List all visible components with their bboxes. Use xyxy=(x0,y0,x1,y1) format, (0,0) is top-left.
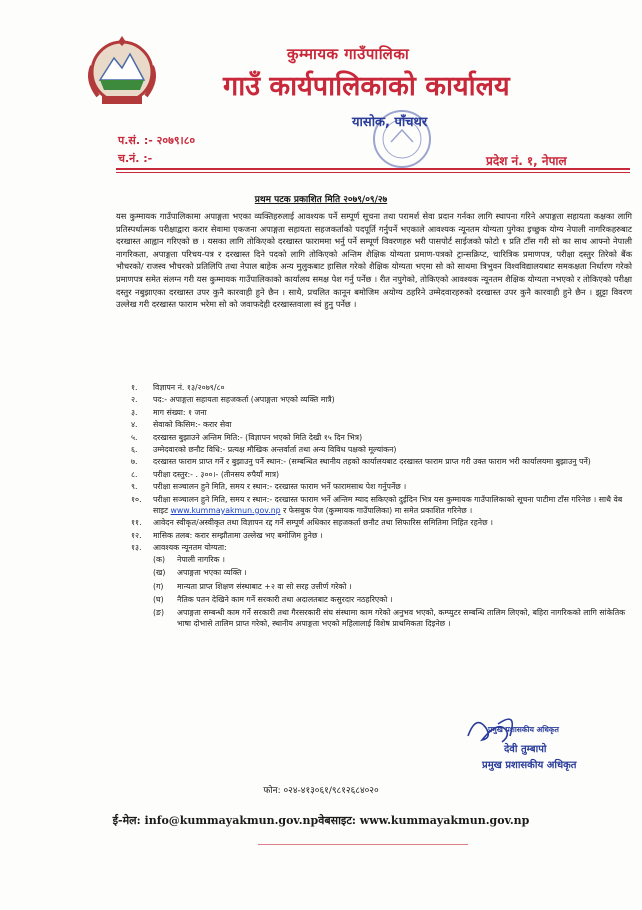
list-item: ५. दरखास्त बुझाउने अन्तिम मिति:- (विज्ञापन भएको मिति देखी १५ दिन भित्र) xyxy=(131,432,363,442)
list-item: ८. परीक्षा दस्तुर:- . ३००।- (तीनसय रुपैयाँ मात्र) xyxy=(131,469,280,479)
notice-title: प्रथम पटक प्रकाशित मिति २०७९/०९/२७ xyxy=(254,195,388,205)
qualification-item: (ख) अपाङ्गता भएका व्यक्ति । xyxy=(153,568,247,578)
list-item: ९. परीक्षा सञ्चालन हुने मिति, समय र स्थान:- दरखास्त फाराम भर्ने फारामसाथ पेश गर्नुपर्नेछ । xyxy=(131,482,407,492)
footer-contact: ई-मेल: info@kummayakmun.gov.npवेबसाइट: www.kummayakmun.gov.np xyxy=(112,814,530,827)
list-item: ६. उम्मेदवारको छनौट विधि:- प्रत्यक्ष मौखिक अन्तर्वार्ता तथा अन्य विविध पक्षको मूल्यांकन) xyxy=(131,444,397,454)
header-divider-thin xyxy=(116,172,630,173)
list-item: २. पद:- अपाङ्गता सहायता सहजकर्ता (अपाङ्गता भएको व्यक्ति मात्रै) xyxy=(131,395,335,405)
qualification-item: (ग) मान्यता प्राप्त शिक्षण संस्थाबाट +२ वा सो सरह उत्तीर्ण गरेको । xyxy=(153,581,352,591)
municipality-name: कुम्मायक गाउँपालिका xyxy=(287,45,410,63)
nepal-emblem-logo xyxy=(82,36,162,108)
website-link[interactable]: www.kummayakmun.gov.np xyxy=(170,505,281,515)
list-item: १२. मासिक तलब: करार सम्झौतामा उल्लेख भए बमोजिम हुनेछ । xyxy=(131,530,323,540)
office-title: गाउँ कार्यपालिकाको कार्यालय xyxy=(223,71,510,102)
footer-website[interactable]: www.kummayakmun.gov.np xyxy=(359,814,530,827)
footer-divider xyxy=(258,844,468,845)
list-item: १०. परीक्षा सञ्चालन हुने मिति, समय र स्थान:- दरखास्त फाराम भर्ने अन्तिम म्याद सकिएको दुईदिन भित्र यस कुम्मायक गाउँपालिकाको सूचना पाटीमा टाँस गरिनेछ । साथै वेब साइट www.kummayakmun.gov.np र फेसबुक पेज (कुम्मायक गाउँपालिका) मा समेत प्रकाशित गरिनेछ । xyxy=(131,494,623,515)
qualification-item: (क) नेपाली नागरिक । xyxy=(153,555,225,565)
list-item: ११. आवेदन स्वीकृत/अस्वीकृत तथा विज्ञापन रद्द गर्ने सम्पूर्ण अधिकार सहजकर्ता छनौट तथा सिफारिस समितिमा निहित रहनेछ । xyxy=(131,518,493,528)
province-label: प्रदेश नं. १, नेपाल xyxy=(486,154,567,168)
qualification-item: (घ) नैतिक पतन देखिने काम गर्ने सरकारी तथा अदालतबाट कसुरदार नठहरिएको । xyxy=(153,594,393,604)
notice-intro: यस कुम्मायक गाउँपालिकामा अपाङ्गता भएका व्यक्तिहरुलाई आवश्यक पर्ने सम्पूर्ण सूचना तथा परामर्श सेवा प्रदान गर्नका लागि स्थापना गरिने अपाङ्गता सहायता कक्षका लागि प्रतिस्पर्धात्मक परीक्षाद्वारा करार सेवामा एकजना अपाङ्गता सहायता सहजकर्ताको पदपूर्ति गर्नुपर्ने भएकाले आवश्यक न्यूनतम योग्यता पुगेका इच्छुक योग्य नेपाली नागरिकहरुबाट दरखास्त आह्वान गरिएको छ । यसका लागि तोकिएको दरखास्त फाराममा भर्नु पर्ने सम्पूर्ण विवरणहरु भरी पासपोर्ट साईजको फोटो १ प्रति टाँस गरी सो का साथ आफ्नो नेपाली नागरिकता, अपाङ्गता परिचय-पत्र र दरखास्त दिने पदको लागि तोकिएको अन्तिम शैक्षिक योग्यता प्रमाण-पत्रको ट्रान्सक्रिप्ट, चारित्रिक प्रमाणपत्र, परीक्षा दस्तुर तिरेको बैंक भौचरको/ राजस्व भौचरको प्रतिलिपि तथा नेपाल बाहेक अन्य मुलुकबाट हासिल गरेको शैक्षिक योग्यता भएमा सो को साथमा त्रिभुवन विश्वविद्यालयबाट समकक्षता निर्धारण गरेको प्रमाणपत्र समेत संलग्न गरी यस कुम्मायक गाउँपालिकाको कार्यालय समक्ष पेश गर्नु पर्नेछ । रीत नपुगेको, तोकिएको आवश्यक न्यूनतम शैक्षिक योग्यता नभएको र तोकिएको परीक्षा दस्तुर नबुझाएका दरखास्त उपर कुनै कारवाही हुने छैन । साथै, प्रचलित कानून बमोजिम अयोग्य ठहरिने उम्मेदवारहरुको दरखास्त उपर कुनै कारवाही हुने छैन । झुट्टा विवरण उल्लेख गरी दरखास्त फाराम भरेमा सो को जवाफदेही दरखास्तवाला स्वंं हुनु पर्नेछ । xyxy=(116,211,632,310)
footer-phone: फोन: ०२४-४१३०६१/९८१२६८४०२० xyxy=(263,786,379,796)
list-item: १. विज्ञापन नं. १३/२०७९/८० xyxy=(131,383,225,392)
list-item: ३. माग संख्या: १ जना xyxy=(131,407,207,417)
footer-email[interactable]: info@kummayakmun.gov.np xyxy=(144,814,319,827)
list-item: १३. आवश्यक न्यूनतम योग्यता: xyxy=(131,542,227,552)
qualifications-list xyxy=(153,554,633,629)
signatory-name: देवी तुम्बापो xyxy=(504,744,547,755)
list-item: ४. सेवाको किसिम:- करार सेवा xyxy=(131,420,232,430)
signatory-designation-stamp: प्रमुख प्रशासकीय अधिकृत xyxy=(488,725,559,734)
reference-number: प.सं. :- २०७९।८० xyxy=(118,134,196,147)
notice-items-list xyxy=(131,382,633,632)
dispatch-number: च.नं. :- xyxy=(118,152,153,165)
signatory-designation: प्रमुख प्रशासकीय अधिकृत xyxy=(482,760,577,771)
header-divider xyxy=(116,168,630,170)
qualification-item: (ङ) अपाङ्गता सम्बन्धी काम गर्ने सरकारी तथा गैरसरकारी संघ संस्थामा काम गरेको अनुभव भएको, कम्प्युटर सम्बन्धि तालिम लिएको, बहिरा नागरिकको लागि सांकेतिक भाषा दोभासे तालिम प्राप्त गरेको, स्थानीय अपाङ्गता भएको महिलालाई विशेष प्राथमिकता दिइनेछ । xyxy=(153,608,626,629)
office-location: यासोक, पाँचथर xyxy=(352,115,428,130)
list-item: ७. दरखास्त फाराम प्राप्त गर्ने र बुझाउनु पर्ने स्थान:- (सम्बन्धित स्थानीय तहको कार्यालयबाट दरखास्त फाराम प्राप्त गरी उक्त फाराम भरी कार्यालयमा बुझाउनु पर्ने) xyxy=(131,457,591,467)
